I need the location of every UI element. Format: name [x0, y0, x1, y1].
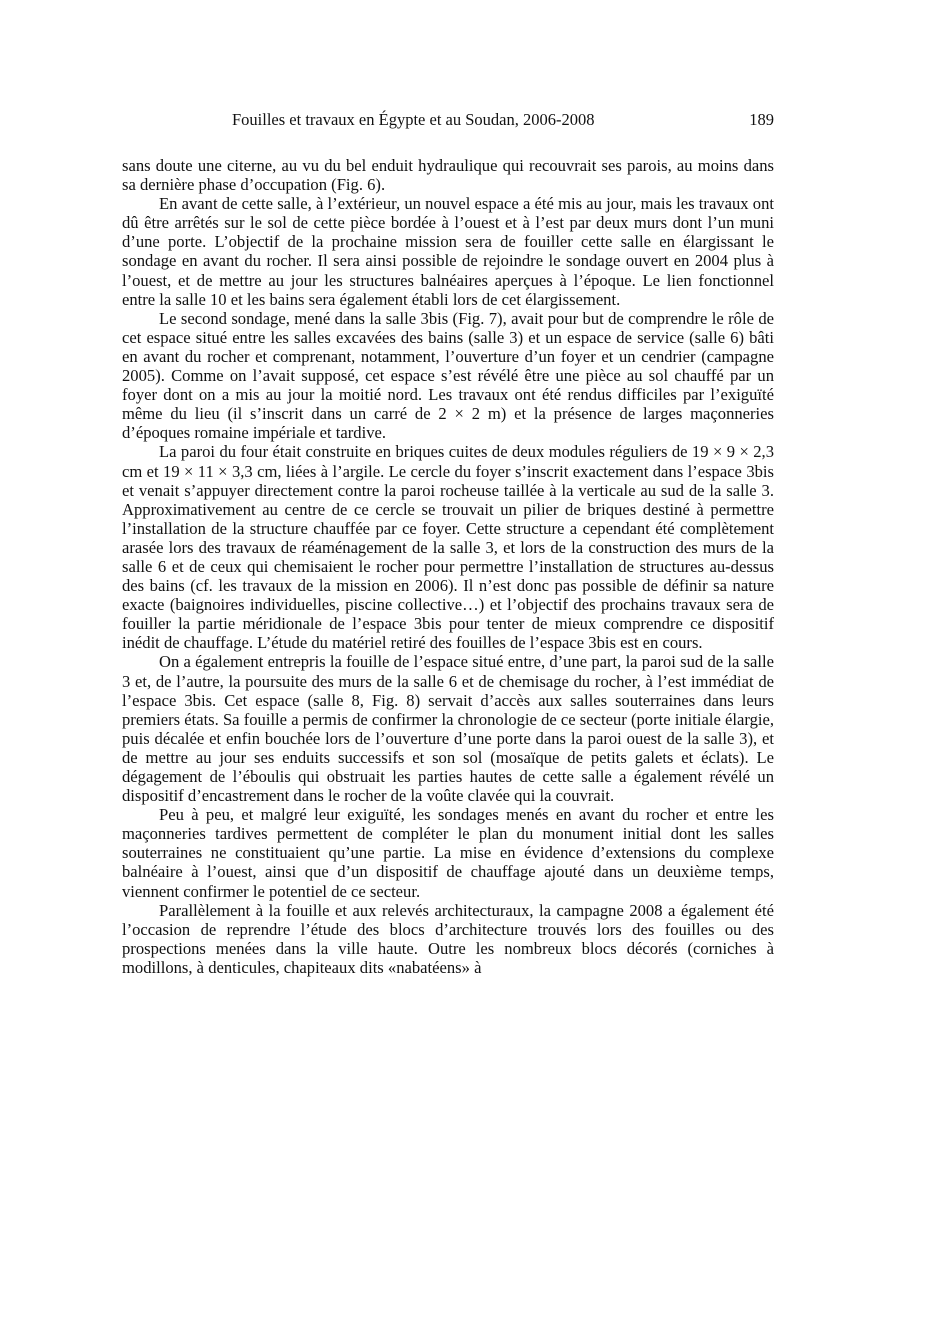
- paragraph: En avant de cette salle, à l’extérieur, un nouvel espace a été mis au jour, mais les travaux ont dû être arrêtés sur le sol de cette pièce bordée à l’ouest et à l’est par deux murs dont l’un muni d’une porte. L’objectif de la prochaine mission sera de fouiller cette salle en élargissant le sondage en avant du rocher. Il sera ainsi possible de rejoindre le sondage ouvert en 2004 plus à l’ouest, et de mettre au jour les structures balnéaires aperçues à l’époque. Le lien fonctionnel entre la salle 10 et les bains sera également établi lors de cet élargissement.: [122, 194, 774, 309]
- paragraph: Peu à peu, et malgré leur exiguïté, les sondages menés en avant du rocher et entre les maçonneries tardives permettent de compléter le plan du monument initial dont les salles souterraines ne constituaient qu’une partie. La mise en évidence d’extensions du complexe balnéaire à l’ouest, ainsi que d’un dispositif de chauffage ajouté dans un deuxième temps, viennent confirmer le potentiel de ce secteur.: [122, 805, 774, 901]
- paragraph: Le second sondage, mené dans la salle 3bis (Fig. 7), avait pour but de comprendre le rôle de cet espace situé entre les salles excavées des bains (salle 3) et un espace de service (salle 6) bâti en avant du rocher et comprenant, notamment, l’ouverture d’un foyer et un cendrier (campagne 2005). Comme on l’avait supposé, cet espace s’est révélé être une pièce au sol chauffé par un foyer dont on a mis au jour la moitié nord. Les travaux ont été rendus difficiles par l’exiguïté même du lieu (il s’inscrit dans un carré de 2 × 2 m) et la présence de larges maçonneries d’époques romaine impériale et tardive.: [122, 308, 774, 443]
- paragraph: Parallèlement à la fouille et aux relevés architecturaux, la campagne 2008 a également été l’occasion de reprendre l’étude des blocs d’architecture trouvés lors des fouilles ou des prospections menées dans la ville haute. Outre les nombreux blocs décorés (corniches à modillons, à denticules, chapiteaux dits «nabatéens» à: [122, 900, 774, 977]
- paragraph: sans doute une citerne, au vu du bel enduit hydraulique qui recouvrait ses parois, au moins dans sa dernière phase d’occupation (Fig. 6).: [122, 156, 774, 195]
- paragraph: La paroi du four était construite en briques cuites de deux modules réguliers de 19 × 9 × 2,3 cm et 19 × 11 × 3,3 cm, liées à l’argile. Le cercle du foyer s’inscrit exactement dans l’espace 3bis et venait s’appuyer directement contre la paroi rocheuse taillée à la verticale au sud de la salle 3. Approximativement au centre de ce cercle se trouvait un pilier de briques destiné à permettre l’installation de la structure chauffée par ce foyer. Cette structure a cependant été complètement arasée lors des travaux de réaménagement de la salle 3, et lors de la construction des murs de la salle 6 et de ceux qui chemisaient le rocher pour permettre l’installation de structures au-dessus des bains (cf. les travaux de la mission en 2006). Il n’est donc pas possible de définir sa nature exacte (baignoires individuelles, piscine collective…) et l’objectif des prochains travaux sera de fouiller la partie méridionale de l’espace 3bis pour tenter de mieux comprendre ce dispositif inédit de chauffage. L’étude du matériel retiré des fouilles de l’espace 3bis est en cours.: [122, 442, 774, 653]
- running-header: [122, 108, 774, 132]
- running-title: Fouilles et travaux en Égypte et au Soudan, 2006-2008: [232, 110, 595, 129]
- paragraph: On a également entrepris la fouille de l’espace situé entre, d’une part, la paroi sud de la salle 3 et, de l’autre, la poursuite des murs de la salle 6 et de chemisage du rocher, à l’est immédiat de l’espace 3bis. Cet espace (salle 8, Fig. 8) servait d’accès aux salles souterraines dans leurs premiers états. Sa fouille a permis de confirmer la chronologie de ce secteur (porte initiale élargie, puis décalée et enfin bouchée lors de l’ouverture d’une porte dans la paroi ouest de la salle 3), et de mettre au jour ses enduits successifs et son sol (mosaïque de petits galets et éclats). Le dégagement de l’éboulis qui obstruait les parties hautes de cette salle a également révélé un dispositif d’encastrement dans le rocher de la voûte clavée qui la couvrait.: [122, 652, 774, 806]
- page-number: 189: [749, 110, 774, 129]
- body-text: [122, 156, 774, 977]
